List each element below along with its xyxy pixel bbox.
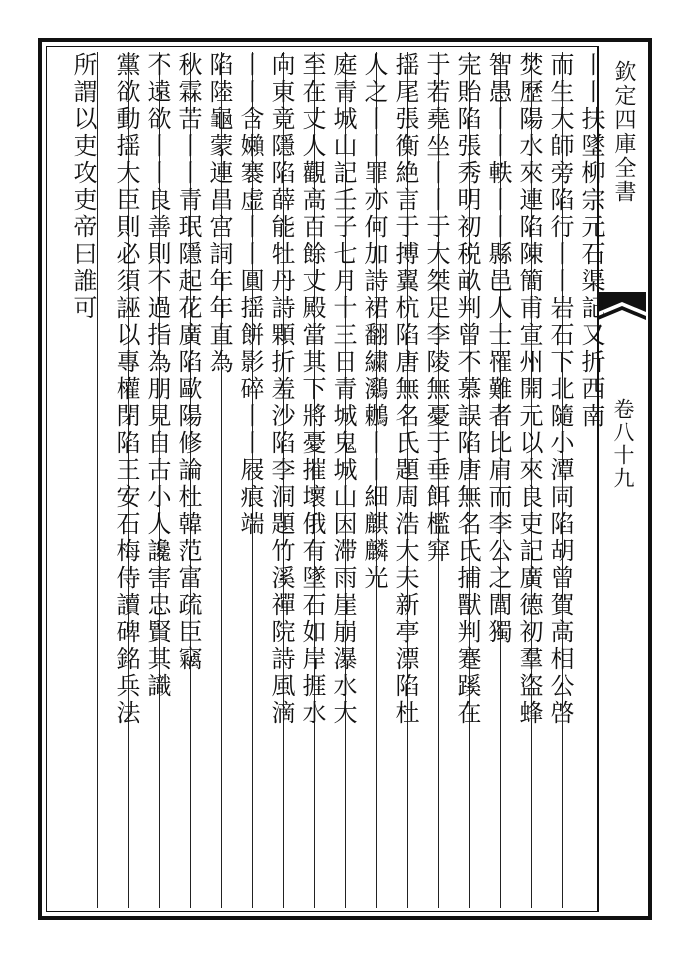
text-column: 庭青城山記壬子七月十三日青城鬼城山因滞雨崖崩瀑水大 [329,52,357,727]
text-column: 所謂以吏攻吏帝曰誰可 [69,52,97,322]
text-column: 人之丨丨罪亦何加詩裙翻繍鸂鶒丨丨細麒麟光 [360,52,388,592]
text-column: 丨丨含嬾褰虚丨丨圓揺餅影碎丨丨屐痕端 [236,52,264,538]
text-column: 陷陸龜蒙連昌宫詞年年直為 [205,52,233,376]
text-column: 焚歷陽水來連陷陳簡甫宣州開元以來良吏記廣德初羣盜蜂 [515,52,543,727]
text-column: 于若堯坐丨丨于大桀足李陵無憂于垂餌檻穽 [422,52,450,565]
spine-volume-number: 卷八十九 [611,398,635,490]
text-column: 完貽陷張秀明初税畝判曾不慕誤陷唐無名氏捕獸判蹇蹊在 [453,52,481,727]
text-column: 揺尾張衡絶言于搏翼杭陷唐無名氏題周浩大夫新亭漂陷杜 [391,52,419,727]
text-column: 至在丈人觀高百餘丈殿當其下將憂摧壞俄有墜石如岸捱水 [298,52,326,727]
text-column: 向東竟隱陷薛能牡丹詩顆折羞沙陷李洞題竹溪禪院詩風滴 [267,52,295,727]
text-column: 不遠欲丨丨良善則不過指為朋見自古小人讒害忠賢其識 [143,52,171,700]
text-column: 智愚丨丨軼丨丨縣邑人士罹難者比肩而李公之閭獨 [484,52,512,646]
text-column: 秋霖苦丨丨青珉隱起花廣陷歐陽修論杜韓范富疏臣竊 [174,52,202,673]
spine-book-title: 欽定四庫全書 [611,60,636,204]
text-column: 而生大師旁陷行丨丨岩石下北隨小潭同陷胡曾賀高相公啓 [546,52,574,727]
text-column: 丨丨扶墜柳宗元石渠記又折西南 [577,52,605,430]
text-column: 黨欲動揺大臣則必須誣以專權閉陷王安石梅侍讀碑銘兵法 [112,52,140,727]
